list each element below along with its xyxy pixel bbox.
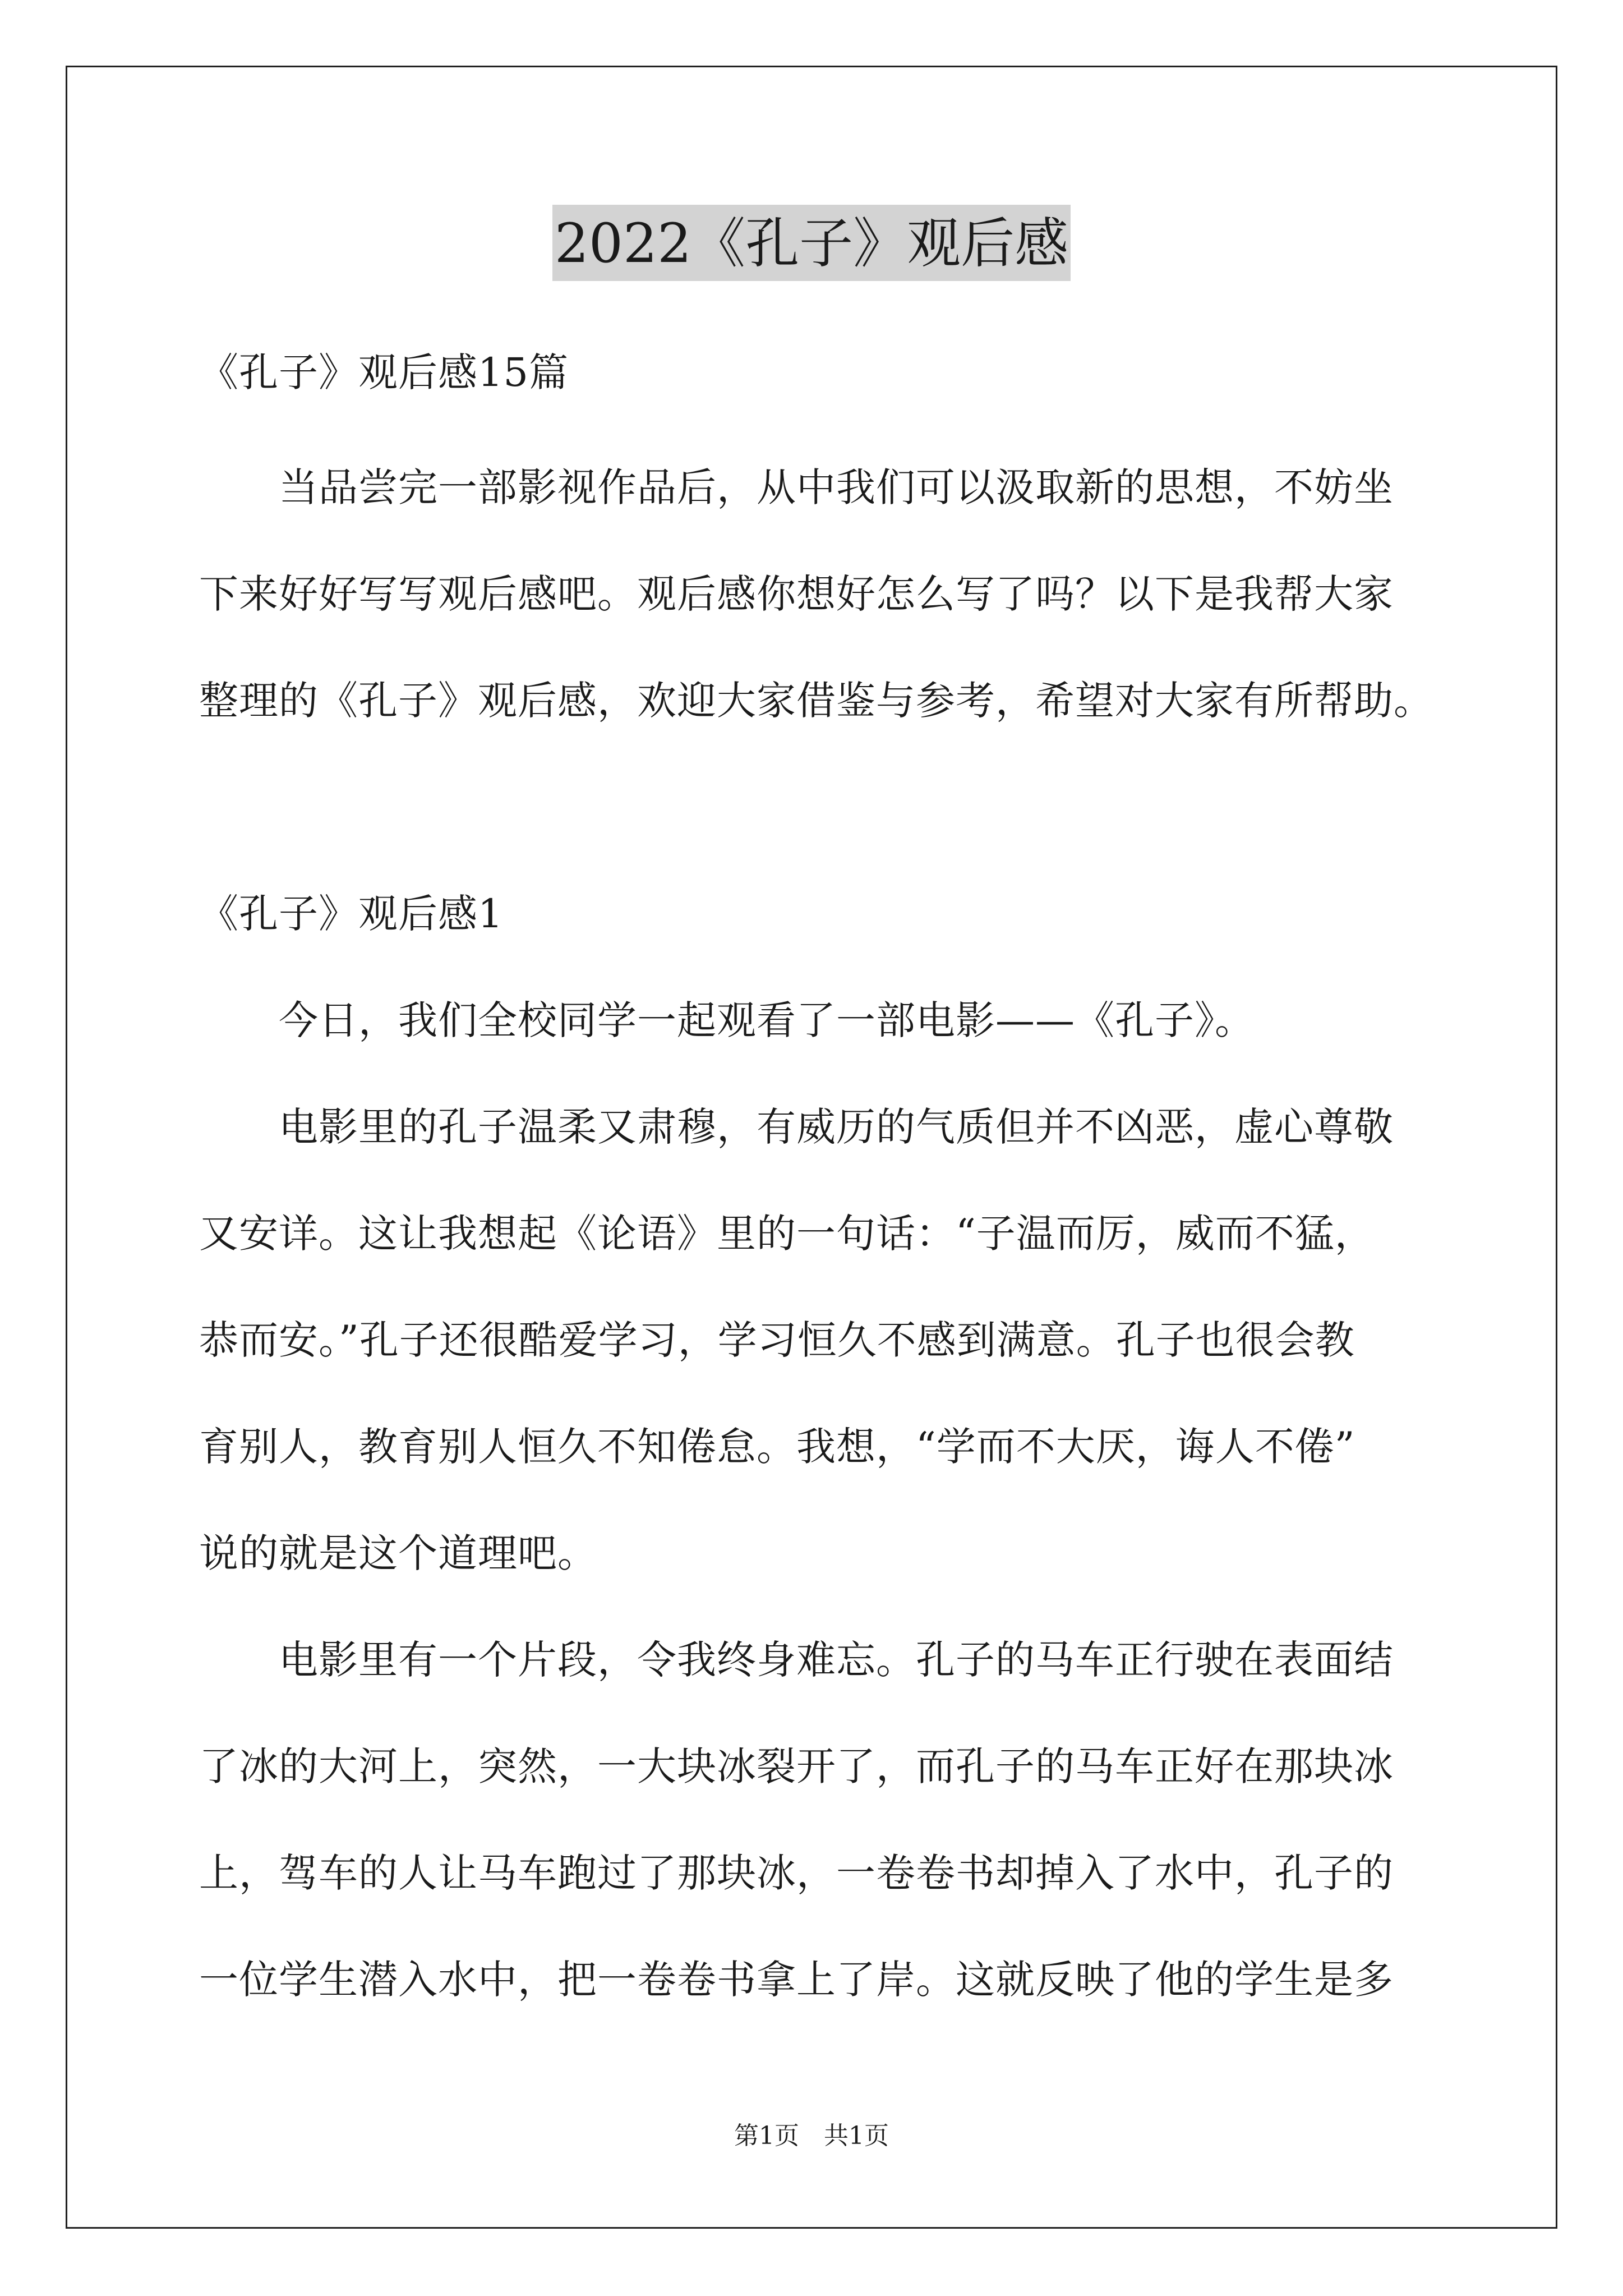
- paragraph-line: 当品尝完一部影视作品后，从中我们可以汲取新的思想，不妨坐: [199, 464, 1394, 510]
- paragraph-line: 今日，我们全校同学一起观看了一部电影——《孔子》。: [199, 997, 1255, 1043]
- subtitle-line: 《孔子》观后感15篇: [199, 349, 569, 395]
- paragraph-line: 了冰的大河上，突然，一大块冰裂开了，而孔子的马车正好在那块冰: [199, 1743, 1394, 1789]
- paragraph-line: 育别人，教育别人恒久不知倦怠。我想，“学而不大厌，诲人不倦”: [199, 1424, 1355, 1470]
- paragraph-line: 下来好好写写观后感吧。观后感你想好怎么写了吗？以下是我帮大家: [199, 571, 1394, 617]
- paragraph-line: 恭而安。”孔子还很酷爱学习，学习恒久不感到满意。孔子也很会教: [199, 1317, 1355, 1363]
- paragraph-line: 上，驾车的人让马车跑过了那块冰，一卷卷书却掉入了水中，孔子的: [199, 1850, 1394, 1896]
- title-container: [0, 205, 1623, 281]
- document-title: 2022《孔子》观后感: [552, 205, 1071, 281]
- paragraph-line: 电影里的孔子温柔又肃穆，有威历的气质但并不凶恶，虚心尊敬: [199, 1104, 1394, 1150]
- paragraph-line: 整理的《孔子》观后感，欢迎大家借鉴与参考，希望对大家有所帮助。: [199, 678, 1433, 724]
- paragraph-line: 说的就是这个道理吧。: [199, 1530, 597, 1576]
- page-footer: 第1页 共1页: [734, 2122, 889, 2150]
- section-heading: 《孔子》观后感1: [199, 891, 504, 937]
- paragraph-line: 又安详。这让我想起《论语》里的一句话：“子温而厉，威而不猛，: [199, 1211, 1375, 1257]
- paragraph-line: 一位学生潜入水中，把一卷卷书拿上了岸。这就反映了他的学生是多: [199, 1957, 1394, 2003]
- paragraph-line: 电影里有一个片段，令我终身难忘。孔子的马车正行驶在表面结: [199, 1637, 1394, 1683]
